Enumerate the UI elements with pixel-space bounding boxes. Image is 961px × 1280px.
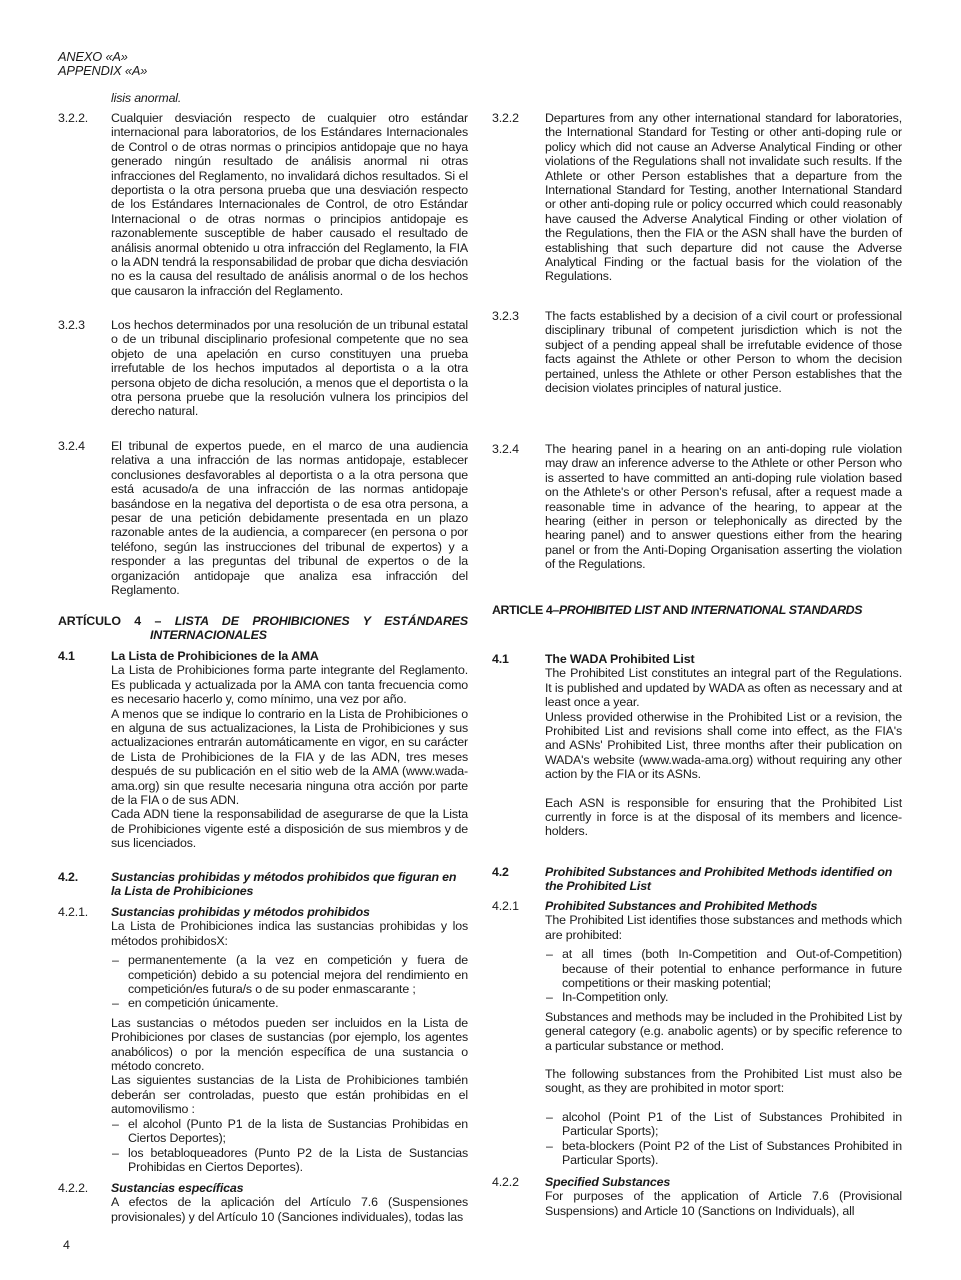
section-number: 3.2.4 [492, 442, 519, 456]
paragraph: The Prohibited List identifies those substances and methods which are prohibited: [545, 913, 902, 942]
appendix-header-en: APPENDIX «A» [58, 63, 148, 78]
bullet-list [111, 1117, 468, 1175]
section-number: 3.2.2 [492, 111, 519, 125]
appendix-header-es: ANEXO «A» [58, 49, 128, 64]
section-number: 3.2.3 [492, 309, 519, 323]
list-item: – In-Competition only. [545, 990, 902, 1004]
paragraph: Cada ADN tiene la responsabilidad de asegurarse de que la Lista de Prohibiciones vigente esté a disposición de sus miembros y de sus licenciados. [111, 807, 468, 851]
paragraph: Las siguientes sustancias de la Lista de Prohibiciones también deberán ser controladas, puesto que están prohibidas en el automovilismo : [111, 1073, 468, 1117]
section-heading: The WADA Prohibited List [545, 652, 695, 666]
article-prefix: ARTICLE 4– [492, 603, 559, 617]
section-heading: Prohibited Substances and Prohibited Methods [545, 899, 818, 913]
list-item: – los betabloqueadores (Punto P2 de la Lista de Sustancias Prohibidas en Ciertos Deportes). [111, 1146, 468, 1175]
page-number: 4 [63, 1238, 70, 1252]
section-text: Departures from any other international standard for laboratories, the International Standard for Testing or other anti-doping rule or policy which did not cause an Adverse Analytical Finding or other violations of the Regulations shall not invalidate such results. If the Athlete or other Person establishes that a departure from the International Standard for Testing, another International Standard or other anti-doping rule or policy occurred which could reasonably have caused the Adverse Analytical Finding or other violation of the Regulations, then the FIA or the ASN shall have the burden of establishing that such departure did not cause the Adverse Analytical Finding or the factual basis for the violation of the Regulations. [545, 111, 902, 284]
section-number: 3.2.3 [58, 318, 85, 332]
continuation-text [58, 91, 468, 105]
section-number: 4.2. [58, 870, 79, 884]
section-4-2-2-es [58, 1181, 468, 1224]
section-4-2-2-en [492, 1175, 902, 1218]
section-3-2-4-en [492, 442, 902, 572]
list-item: – at all times (both In-Competition and Out-of-Competition) because of their potential to enhance performance in future competitions or their masking potential; [545, 947, 902, 990]
section-4-2-en [492, 865, 902, 894]
paragraph: The following substances from the Prohibited List must also be sought, as they are prohibited in motor sport: [545, 1067, 902, 1096]
section-4-1-en [492, 652, 902, 839]
list-item: – el alcohol (Punto P1 de la lista de Sustancias Prohibidas en Ciertos Deportes); [111, 1117, 468, 1146]
paragraph: A menos que se indique lo contrario en la Lista de Prohibiciones o en alguna de sus actualizaciones, la Lista de Prohibiciones y sus actualizaciones entrarán automáticamente en vigor, en su carácter de Lista de Prohibiciones de la FIA y de las ADN, tres meses después de su publicación en el sitio web de la AMA (www.wada-ama.org) sin que resulte necesaria ninguna otra acción por parte de la FIA o de sus ADN. [111, 706, 468, 808]
section-3-2-2-es [58, 111, 468, 298]
section-3-2-3-es [58, 318, 468, 419]
section-heading: Sustancias prohibidas y métodos prohibidos que figuran en la Lista de Prohibiciones [111, 870, 457, 899]
section-number: 4.1 [58, 649, 75, 663]
article-conjunction: AND [659, 603, 691, 617]
bullet-list [111, 953, 468, 1011]
list-item: – alcohol (Point P1 of the List of Substances Prohibited in Particular Sports); [545, 1110, 902, 1139]
section-number: 3.2.2. [58, 111, 89, 125]
paragraph: La Lista de Prohibiciones forma parte integrante del Reglamento. Es publicada y actualizada por la AMA con tanta frecuencia como es necesario hacerlo y, como mínimo, una vez por año. [111, 663, 468, 707]
paragraph: The Prohibited List constitutes an integral part of the Regulations. It is published and updated by WADA as often as necessary and at least once a year. [545, 666, 902, 710]
section-3-2-4-es [58, 439, 468, 597]
section-number: 4.1 [492, 652, 509, 666]
list-item: – en competición únicamente. [111, 996, 468, 1010]
section-text: The facts established by a decision of a civil court or professional disciplinary tribunal of competent jurisdiction which is not the subject of a pending appeal shall be irrefutable evidence of those facts against the Athlete or other Person to whom the decision pertained, unless the Athlete or other Person establishes that the decision violates principles of natural justice. [545, 309, 902, 396]
article-4-heading-en [492, 603, 902, 617]
section-text: The hearing panel in a hearing on an anti-doping rule violation may draw an inference adverse to the Athlete or other Person who is asserted to have committed an anti-doping rule violation based on the Athlete's or other Person's refusal, after a request made a reasonable time in advance of the hearing, to appear at the hearing (either in person or telephonically as directed by the hearing panel) and to answer questions either from the hearing panel or from the Anti-Doping Organisation asserting the violation of the Regulations. [545, 442, 902, 572]
paragraph: Each ASN is responsible for ensuring that the Prohibited List currently in force is at the disposal of its members and licence-holders. [545, 795, 902, 839]
section-number: 4.2.1. [58, 905, 89, 919]
section-4-2-es [58, 870, 468, 899]
section-4-2-1-en [492, 899, 902, 1173]
section-heading: Sustancias específicas [111, 1181, 244, 1195]
bullet-list [545, 1110, 902, 1168]
article-title-cont: INTERNACIONALES [150, 628, 267, 643]
section-text: Cualquier desviación respecto de cualquier otro estándar internacional para laboratorios, de los Estándares Internacionales de Control o de otras normas o principios antidopaje que no haya generado ningún resultado de análisis anormal ni otras infracciones del Reglamento, no invalidará dichos resultados. Si el deportista o la otra persona prueba que una desviación respecto de los Estándares Internacionales de Control, de otro Estándar Internacional o de otras normas o principios antidopaje es razonablemente susceptible de haber causado el resultado de análisis anormal obtenido u otra infracción del Reglamento, la FIA o la ADN tendrá la responsabilidad de probar que dicha desviación no es la causa del resultado de análisis anormal o de los hechos que causaron la infracción del Reglamento. [111, 111, 468, 298]
section-heading: Specified Substances [545, 1175, 671, 1189]
paragraph: Las sustancias o métodos pueden ser incluidos en la Lista de Prohibiciones por clases de sustancias (por ejemplo, los agentes anabólicos) o por la mención específica de una sustancia o método concreto. [111, 1015, 468, 1074]
section-heading: Prohibited Substances and Prohibited Methods identified on the Prohibited List [545, 865, 893, 894]
section-number: 4.2.2. [58, 1181, 89, 1195]
paragraph: For purposes of the application of Article 7.6 (Provisional Suspensions) and Article 10 (Sanctions on Individuals), all [545, 1189, 902, 1218]
section-number: 4.2 [492, 865, 509, 879]
paragraph: A efectos de la aplicación del Artículo 7.6 (Suspensiones provisionales) y del Artículo 10 (Sanciones individuales), todas las [111, 1195, 468, 1224]
section-text: Los hechos determinados por una resolución de un tribunal estatal o de un tribunal disciplinario profesional competente que no sea objeto de una apelación en curso constituyen una prueba irrefutable de los hechos imputados al deportista o a la otra persona objeto de dicha resolución, a menos que el deportista o la otra persona pruebe que la resolución vulnera los principios del derecho natural. [111, 318, 468, 419]
article-prefix: ARTÍCULO 4 – [58, 614, 175, 628]
paragraph: La Lista de Prohibiciones indica las sustancias prohibidas y los métodos prohibidosX: [111, 919, 468, 948]
bullet-list [545, 947, 902, 1005]
article-title: PROHIBITED LIST [558, 603, 660, 617]
section-heading: Sustancias prohibidas y métodos prohibidos [111, 905, 370, 919]
section-3-2-3-en [492, 309, 902, 395]
section-number: 4.2.2 [492, 1175, 519, 1189]
list-item: – permanentemente (a la vez en competición y fuera de competición) debido a su potencial mejora del rendimiento en competición/es futura/s o de su poder enmascarante ; [111, 953, 468, 996]
section-heading: La Lista de Prohibiciones de la AMA [111, 649, 319, 663]
section-number: 4.2.1 [492, 899, 519, 913]
list-item: – beta-blockers (Point P2 of the List of Substances Prohibited in Particular Sports). [545, 1139, 902, 1168]
article-title-cont: INTERNATIONAL STANDARDS [690, 603, 863, 617]
article-4-heading-es [58, 614, 468, 643]
paragraph: Unless provided otherwise in the Prohibited List or a revision, the Prohibited List and revisions shall come into effect, as the FIA's and ASNs' Prohibited List, three months after their publication on WADA's website (www.wada-ama.org) without requiring any other action by the FIA or its ASNs. [545, 709, 902, 782]
section-4-2-1-es [58, 905, 468, 1179]
section-number: 3.2.4 [58, 439, 85, 453]
section-3-2-2-en [492, 111, 902, 284]
section-4-1-es [58, 649, 468, 851]
section-text: El tribunal de expertos puede, en el marco de una audiencia relativa a una infracción de las normas antidopaje, establecer conclusiones desfavorables al deportista o a la otra persona que está acusado/a de una infracción de las normas antidopaje basándose en la negativa del deportista o de esa otra persona, a pesar de una petición debidamente presentada en un plazo razonable antes de la audiencia, a comparecer (en persona o por teléfono, según las instrucciones del tribunal de expertos) y a responder a las preguntas del tribunal de expertos o de la organización antidopaje que analiza esa infracción del Reglamento. [111, 439, 468, 598]
paragraph: Substances and methods may be included in the Prohibited List by general category (e.g. anabolic agents) or by specific reference to a particular substance or method. [545, 1009, 902, 1053]
article-title: LISTA DE PROHIBICIONES Y ESTÁNDARES [174, 614, 469, 628]
continuation-line: lisis anormal. [111, 91, 182, 105]
